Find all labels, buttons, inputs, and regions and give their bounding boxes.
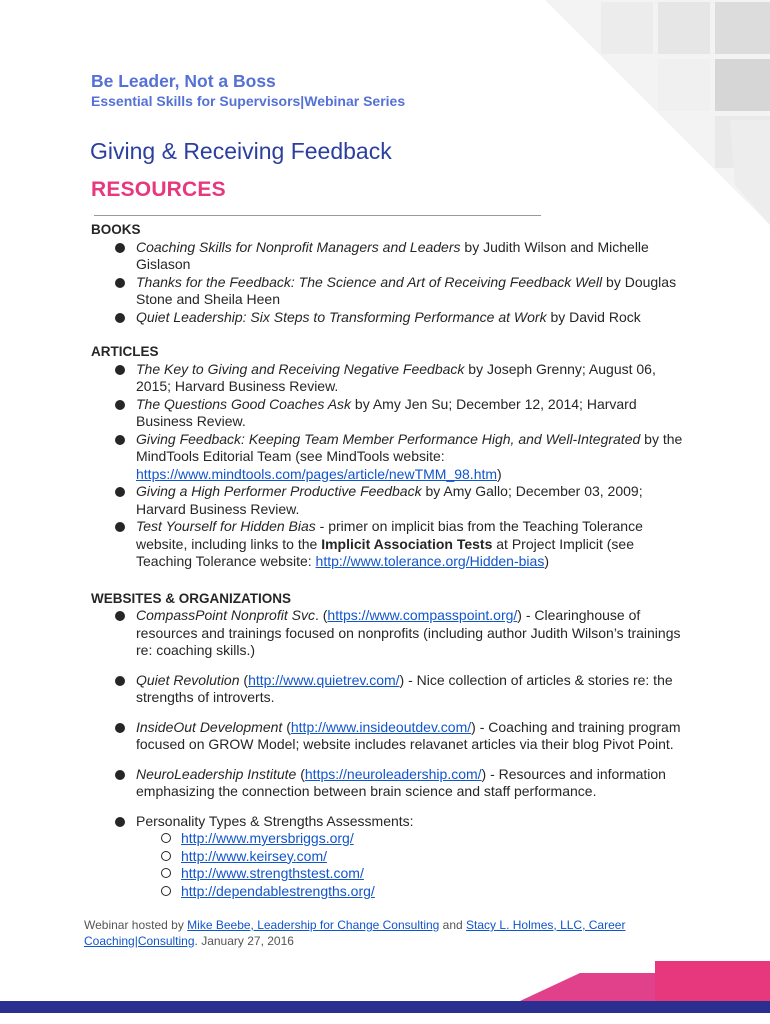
series-header bbox=[91, 70, 405, 111]
article-title: Giving a High Performer Productive Feedback bbox=[136, 483, 422, 499]
strengthstest-link[interactable]: http://www.strengthstest.com/ bbox=[181, 865, 364, 881]
organization-name: InsideOut Development bbox=[136, 718, 283, 735]
keirsey-link[interactable]: http://www.keirsey.com/ bbox=[181, 847, 328, 864]
series-title: Be Leader, Not a Boss bbox=[91, 71, 276, 91]
footer-prefix: Webinar hosted by bbox=[84, 918, 188, 932]
host-link-stacy-holmes[interactable]: Stacy L. Holmes, LLC, Career Coaching|Consulting bbox=[84, 918, 626, 948]
series-subtitle: Essential Skills for Supervisors|Webinar Series bbox=[91, 93, 406, 109]
list-item bbox=[91, 607, 691, 660]
articles-heading: ARTICLES bbox=[91, 344, 159, 359]
article-details: - primer on implicit bias from the Teaching Tolerance website, including links to the bbox=[136, 518, 643, 552]
books-heading: BOOKS bbox=[91, 222, 141, 237]
article-details: by Amy Jen Su; December 12, 2014; Harvard Business Review. bbox=[136, 395, 637, 429]
sub-list-item bbox=[91, 865, 691, 883]
footer-credits bbox=[84, 917, 684, 949]
myersbriggs-link[interactable]: http://www.myersbriggs.org/ bbox=[181, 830, 354, 846]
organization-name: Quiet Revolution bbox=[136, 671, 240, 688]
mindtools-link[interactable]: https://www.mindtools.com/pages/article/newTMM_98.htm bbox=[136, 465, 498, 482]
books-list bbox=[91, 239, 691, 327]
compasspoint-link[interactable]: https://www.compasspoint.org/ bbox=[327, 607, 518, 623]
book-title: Quiet Leadership: Six Steps to Transforming Performance at Work bbox=[136, 308, 547, 325]
articles-list bbox=[91, 361, 691, 571]
list-item bbox=[91, 309, 691, 327]
book-author: by David Rock bbox=[546, 308, 641, 325]
article-details: by Joseph Grenny; August 06, 2015; Harvard Business Review. bbox=[136, 360, 656, 394]
sub-list-item bbox=[91, 883, 691, 901]
closing-paren: ) bbox=[544, 553, 549, 569]
organization-name: NeuroLeadership Institute bbox=[136, 765, 297, 782]
book-title: Thanks for the Feedback: The Science and Art of Receiving Feedback Well bbox=[136, 273, 603, 290]
assessments-label: Personality Types & Strengths Assessments: bbox=[136, 812, 414, 829]
host-link-mike-beebe[interactable]: Mike Beebe, Leadership for Change Consulting bbox=[187, 918, 440, 932]
insideoutdev-link[interactable]: http://www.insideoutdev.com/ bbox=[290, 718, 472, 735]
article-details: by the MindTools Editorial Team (see MindTools website: bbox=[136, 430, 683, 464]
list-item bbox=[91, 483, 691, 518]
closing-paren: ) bbox=[497, 465, 502, 482]
article-title: Giving Feedback: Keeping Team Member Performance High, and Well-Integrated bbox=[136, 430, 641, 447]
list-item bbox=[91, 431, 691, 484]
implicit-tests-label: Implicit Association Tests bbox=[321, 535, 493, 552]
paren-open: ( bbox=[239, 671, 249, 688]
heading-divider bbox=[94, 215, 541, 216]
list-item bbox=[91, 813, 691, 831]
organization-description: ) - Resources and information emphasizing the connection between brain science and staff performance. bbox=[136, 765, 666, 799]
list-item bbox=[91, 719, 691, 754]
list-item bbox=[91, 672, 691, 707]
footer-date: . January 27, 2016 bbox=[194, 934, 294, 948]
list-item bbox=[91, 239, 691, 274]
quietrev-link[interactable]: http://www.quietrev.com/ bbox=[248, 671, 400, 688]
assessment-links bbox=[91, 830, 691, 900]
paren-open: ( bbox=[282, 718, 291, 735]
list-item bbox=[91, 361, 691, 396]
article-title: The Key to Giving and Receiving Negative Feedback bbox=[136, 360, 465, 377]
book-title: Coaching Skills for Nonprofit Managers and Leaders bbox=[136, 238, 461, 255]
article-details: by Amy Gallo; December 03, 2009; Harvard Business Review. bbox=[136, 483, 643, 517]
list-item bbox=[91, 518, 691, 571]
article-title: The Questions Good Coaches Ask bbox=[136, 395, 352, 412]
organization-name: CompassPoint Nonprofit Svc bbox=[136, 607, 315, 623]
article-title: Test Yourself for Hidden Bias bbox=[136, 518, 316, 534]
organization-description: ) - Coaching and training program focused on GROW Model; website includes relavanet articles via their blog Pivot Point. bbox=[136, 718, 681, 752]
footer-and: and bbox=[439, 918, 467, 932]
resources-heading: RESOURCES bbox=[91, 178, 226, 201]
tolerance-link[interactable]: http://www.tolerance.org/Hidden-bias bbox=[315, 553, 545, 569]
dependablestrengths-link[interactable]: http://dependablestrengths.org/ bbox=[181, 882, 375, 899]
list-item bbox=[91, 396, 691, 431]
neuroleadership-link[interactable]: https://neuroleadership.com/ bbox=[304, 765, 482, 782]
document-title: Giving & Receiving Feedback bbox=[90, 138, 392, 164]
organization-description: ) - Clearinghouse of resources and trainings focused on nonprofits (including author Judith Wilson’s trainings re: coaching skills.) bbox=[136, 607, 681, 658]
websites-list bbox=[91, 607, 691, 830]
sub-list-item bbox=[91, 848, 691, 866]
book-author: by Douglas Stone and Sheila Heen bbox=[136, 273, 677, 307]
websites-heading: WEBSITES & ORGANIZATIONS bbox=[91, 590, 292, 606]
book-author: by Judith Wilson and Michelle Gislason bbox=[136, 238, 649, 272]
organization-description: ) - Nice collection of articles & stories re: the strengths of introverts. bbox=[136, 671, 673, 705]
paren-open: ( bbox=[296, 765, 305, 782]
list-item bbox=[91, 274, 691, 309]
document-body bbox=[91, 221, 691, 900]
article-details-more: at Project Implicit (see Teaching Tolerance website: bbox=[136, 535, 634, 569]
paren-open: . ( bbox=[314, 607, 328, 623]
list-item bbox=[91, 766, 691, 801]
sub-list-item bbox=[91, 830, 691, 848]
